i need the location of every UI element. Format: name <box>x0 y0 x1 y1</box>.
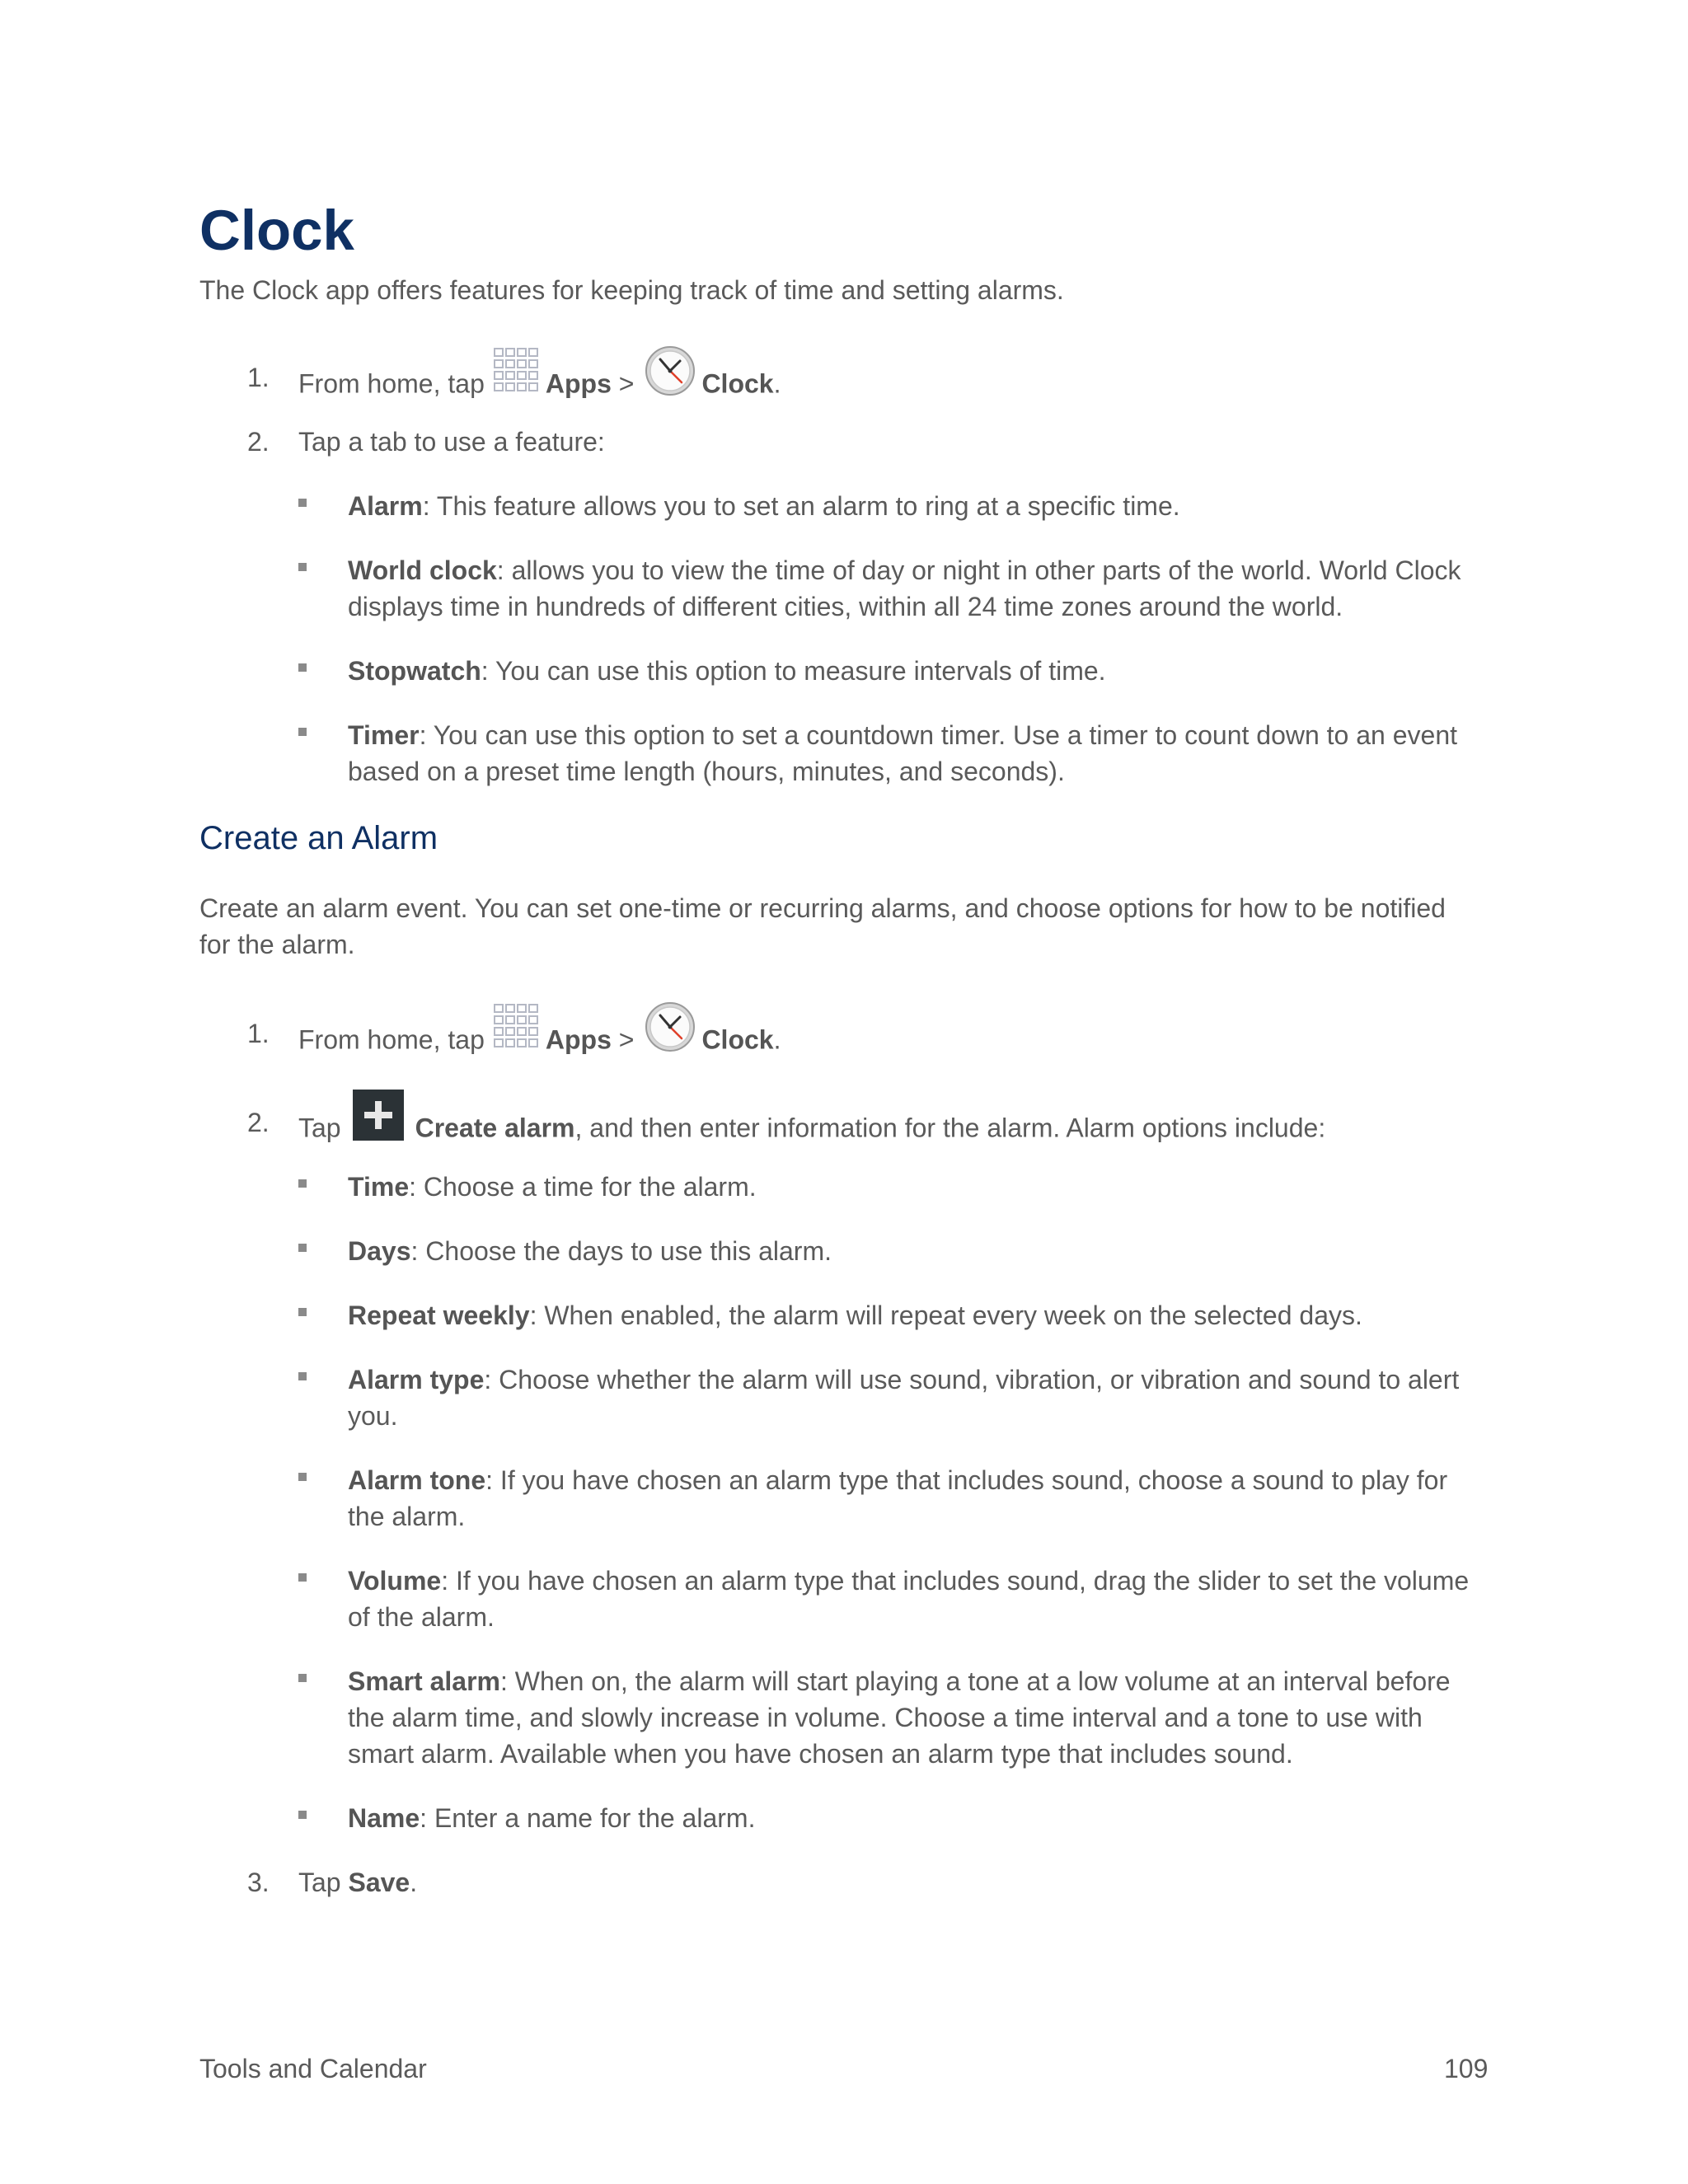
term: Alarm type <box>348 1365 485 1394</box>
section-title: Create an Alarm <box>199 820 438 856</box>
step-open-clock <box>298 1015 781 1068</box>
save-label: Save <box>348 1868 410 1897</box>
term: Alarm tone <box>348 1465 486 1495</box>
description: : If you have chosen an alarm type that includes sound, drag the slider to set the volume of the alarm. <box>348 1566 1470 1632</box>
step-text: Tap a tab to use a feature: <box>298 427 605 457</box>
bullet-marker <box>298 1674 307 1682</box>
step-text: From home, tap <box>298 368 485 399</box>
bullet-marker <box>298 1573 307 1582</box>
term: Smart alarm <box>348 1666 500 1696</box>
term: Stopwatch <box>348 656 481 686</box>
term: Timer <box>348 720 420 750</box>
term: Alarm <box>348 491 423 521</box>
list-item <box>348 1297 1485 1333</box>
clock-icon <box>644 344 696 397</box>
term: World clock <box>348 555 497 585</box>
step-open-clock <box>298 359 781 412</box>
list-item <box>348 1169 1485 1205</box>
list-item <box>348 1462 1485 1535</box>
clock-label: Clock <box>701 368 774 399</box>
footer-section-name: Tools and Calendar <box>199 2054 427 2083</box>
term: Days <box>348 1236 411 1266</box>
term: Time <box>348 1172 410 1202</box>
bullet-marker <box>298 1811 307 1819</box>
intro-text: The Clock app offers features for keeping track of time and setting alarms. <box>199 275 1064 305</box>
list-item <box>348 1233 1485 1269</box>
bullet-marker <box>298 1473 307 1481</box>
bullet-marker <box>298 728 307 736</box>
step-number: 3. <box>247 1868 270 1897</box>
description: : Choose whether the alarm will use sound, vibration, or vibration and sound to alert you. <box>348 1365 1460 1431</box>
separator: > <box>618 368 635 399</box>
bullet-marker <box>298 1179 307 1188</box>
description: : Enter a name for the alarm. <box>420 1803 756 1833</box>
step-end: . <box>410 1868 418 1897</box>
description: : When enabled, the alarm will repeat every week on the selected days. <box>529 1301 1362 1330</box>
description: : This feature allows you to set an alarm to ring at a specific time. <box>422 491 1180 521</box>
apps-icon <box>491 1001 542 1052</box>
separator: > <box>618 1024 635 1055</box>
add-icon <box>353 1090 404 1141</box>
list-item <box>348 488 1485 524</box>
step-text: Tap <box>298 1113 341 1143</box>
bullet-marker <box>298 1308 307 1316</box>
step-text: , and then enter information for the alarm. Alarm options include: <box>574 1113 1326 1143</box>
description: : You can use this option to measure intervals of time. <box>481 656 1106 686</box>
apps-icon <box>491 345 542 396</box>
clock-icon <box>644 1001 696 1053</box>
step-number: 2. <box>247 1108 270 1137</box>
list-item <box>348 1563 1485 1635</box>
description: : allows you to view the time of day or night in other parts of the world. World Clock displays time in hundreds of different cities, within all 24 time zones around the world. <box>348 555 1461 621</box>
term: Repeat weekly <box>348 1301 530 1330</box>
step-create-alarm <box>298 1104 1325 1155</box>
list-item <box>348 1663 1485 1772</box>
list-item <box>348 717 1485 790</box>
step-save <box>298 1864 417 1900</box>
description: : You can use this option to set a countdown timer. Use a timer to count down to an event based on a preset time length (hours, minutes, and seconds). <box>348 720 1457 786</box>
step-end: . <box>773 368 781 399</box>
bullet-marker <box>298 499 307 507</box>
list-item <box>348 1800 1485 1836</box>
bullet-marker <box>298 563 307 571</box>
page-number: 109 <box>1444 2054 1489 2083</box>
term: Name <box>348 1803 420 1833</box>
step-number: 2. <box>247 427 270 457</box>
page-title: Clock <box>199 199 354 262</box>
clock-label: Clock <box>701 1024 774 1055</box>
bullet-marker <box>298 1244 307 1252</box>
description: : Choose a time for the alarm. <box>409 1172 757 1202</box>
bullet-marker <box>298 663 307 672</box>
term: Volume <box>348 1566 442 1596</box>
step-end: . <box>773 1024 781 1055</box>
bullet-marker <box>298 1372 307 1380</box>
list-item <box>348 552 1485 625</box>
step-text: From home, tap <box>298 1024 485 1055</box>
list-item <box>348 1361 1485 1434</box>
step-number: 1. <box>247 1019 270 1048</box>
description: : If you have chosen an alarm type that includes sound, choose a sound to play for the alarm. <box>348 1465 1448 1531</box>
section-paragraph: Create an alarm event. You can set one-time or recurring alarms, and choose options for how to be notified for the alarm. <box>199 893 1446 959</box>
apps-label: Apps <box>545 1024 612 1055</box>
apps-label: Apps <box>545 368 612 399</box>
description: : When on, the alarm will start playing a tone at a low volume at an interval before the alarm time, and slowly increase in volume. Choose a time interval and a tone to use with smart alarm. Available when you have chosen an alarm type that includes sound. <box>348 1666 1451 1769</box>
create-alarm-label: Create alarm <box>415 1113 575 1143</box>
description: : Choose the days to use this alarm. <box>410 1236 832 1266</box>
step-number: 1. <box>247 363 270 392</box>
step-text: Tap <box>298 1868 341 1897</box>
list-item <box>348 653 1485 689</box>
